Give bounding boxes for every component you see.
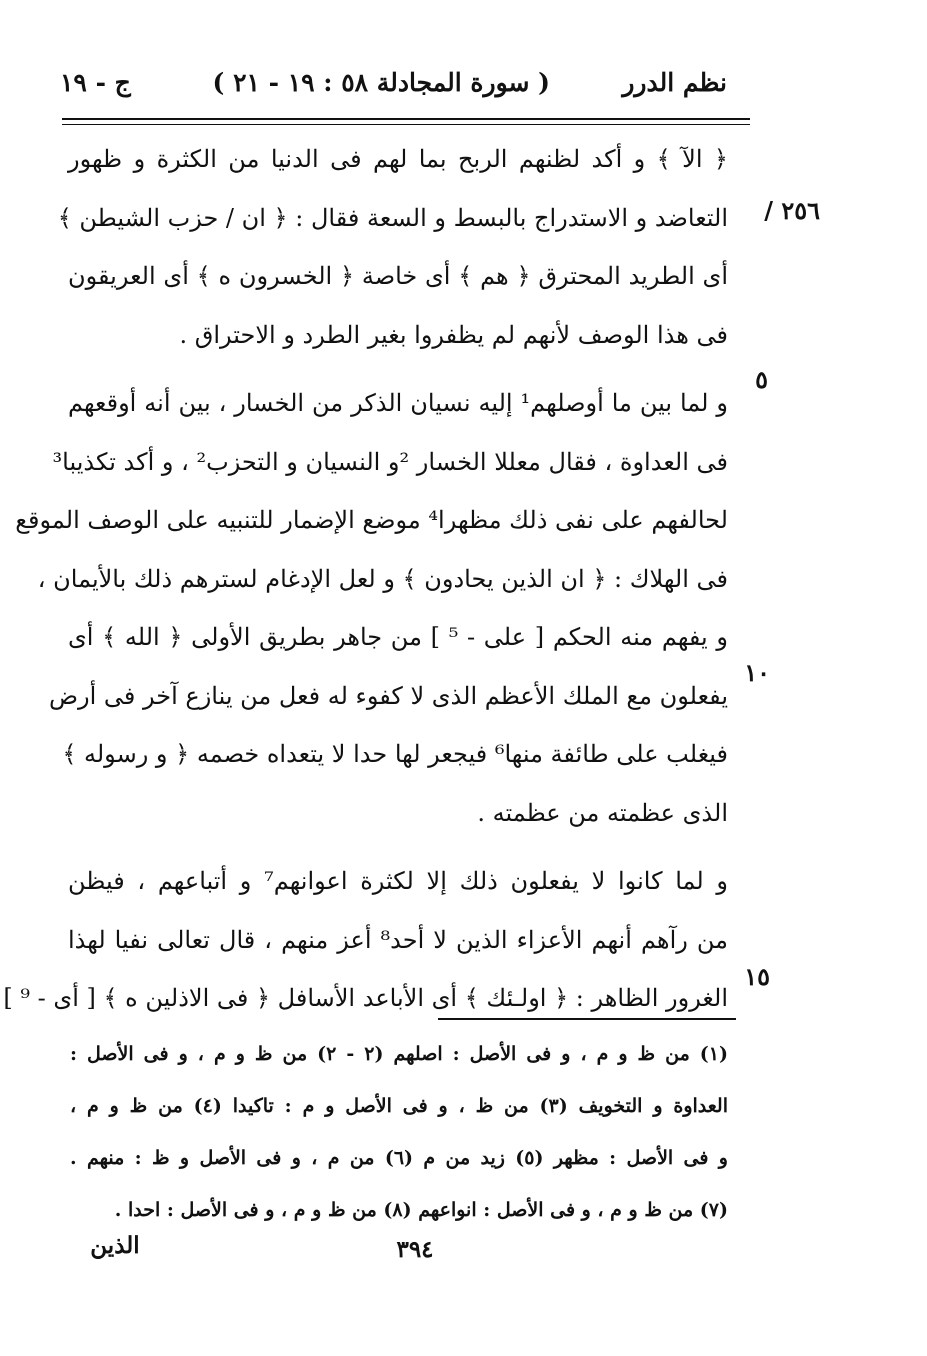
page-number: ٣٩٤ xyxy=(396,1236,434,1263)
text-line: فى هذا الوصف لأنهم لم يظفروا بغير الطرد و الاحتراق . xyxy=(179,320,728,349)
line-number-5: ٥ xyxy=(755,365,768,394)
footnote-line: العداوة و التخويف (٣) من ظ ، و فى الأصل و م : تاكيدا (٤) من ظ و م ، xyxy=(70,1095,728,1117)
text-line: فى العداوة ، فقال معللا الخسار ²و النسيان و التحزب² ، و أكد تكذيبا³ xyxy=(52,447,728,476)
text-line: الغرور الظاهر : ﴿ اولـئك ﴾ أى الأباعد الأسافل ﴿ فى الاذلين ه ﴾ [ أى - ⁹ ] xyxy=(3,984,728,1012)
line-number-15: ١٥ xyxy=(744,962,770,991)
text-line: ﴿ الآ ﴾ و أكد لظنهم الربح بما لهم فى الدنيا من الكثرة و ظهور xyxy=(68,145,728,173)
surah-reference: ( سورة المجادلة ٥٨ : ١٩ - ٢١ ) xyxy=(212,68,550,97)
running-title: نظم الدرر xyxy=(622,68,727,97)
manuscript-page-marker: ٢٥٦ / xyxy=(764,196,820,225)
footnote-line: (١) من ظ و م ، و فى الأصل : اصلهم (٢ - ٢) من ظ و م ، و فى الأصل : xyxy=(70,1043,728,1065)
text-line: و يفهم منه الحكم [ على - ⁵ ] من جاهر بطريق الأولى ﴿ الله ﴾ أى xyxy=(68,623,728,651)
text-line: من رآهم أنهم الأعزاء الذين لا أحد⁸ أعز منهم ، قال تعالى نفيا لهذا xyxy=(68,925,728,954)
text-line: يفعلون مع الملك الأعظم الذى لا كفوء له فعل من ينازع آخر فى أرض xyxy=(48,681,728,710)
text-line: و لما كانوا لا يفعلون ذلك إلا لكثرة اعوانهم⁷ و أتباعهم ، فيظن xyxy=(68,867,729,895)
footnote-rule xyxy=(438,1018,736,1020)
header-rule-thin xyxy=(62,124,750,125)
text-line: لحالفهم على نفى ذلك مظهرا⁴ موضع الإضمار للتنبيه على الوصف الموقع xyxy=(15,506,728,534)
text-line: أى الطريد المحترق ﴿ هم ﴾ أى خاصة ﴿ الخسرون ه ﴾ أى العريقون xyxy=(68,262,728,290)
text-line: فى الهلاك : ﴿ ان الذين يحادون ﴾ و لعل الإدغام لسترهم ذلك بالأيمان ، xyxy=(37,564,728,593)
main-text xyxy=(3,130,729,1028)
text-line: فيغلب على طائفة منها⁶ فيجعر لها حدا لا يتعداه خصمه ﴿ و رسوله ﴾ xyxy=(62,740,728,768)
text-line: التعاضد و الاستدراج بالبسط و السعة فقال : ﴿ ان / حزب الشيطن ﴾ xyxy=(57,203,728,232)
header-rule-thick xyxy=(62,118,750,120)
line-number-10: ١٠ xyxy=(744,658,770,687)
juz-number: ج - ١٩ xyxy=(60,68,131,97)
text-line: الذى عظمته من عظمته . xyxy=(477,798,728,827)
footnotes xyxy=(70,1028,728,1236)
footnote-line: و فى الأصل : مظهر (٥) زيد من م (٦) من م ، و فى الأصل و ظ : منهم . xyxy=(70,1147,728,1169)
footnote-line: (٧) من ظ و م ، و فى الأصل : انواعهم (٨) من ظ و م ، و فى الأصل : احدا . xyxy=(114,1199,728,1221)
text-line: و لما بين ما أوصلهم¹ إليه نسيان الذكر من الخسار ، بين أنه أوقعهم xyxy=(68,389,729,417)
catchword: الذين xyxy=(90,1232,140,1259)
